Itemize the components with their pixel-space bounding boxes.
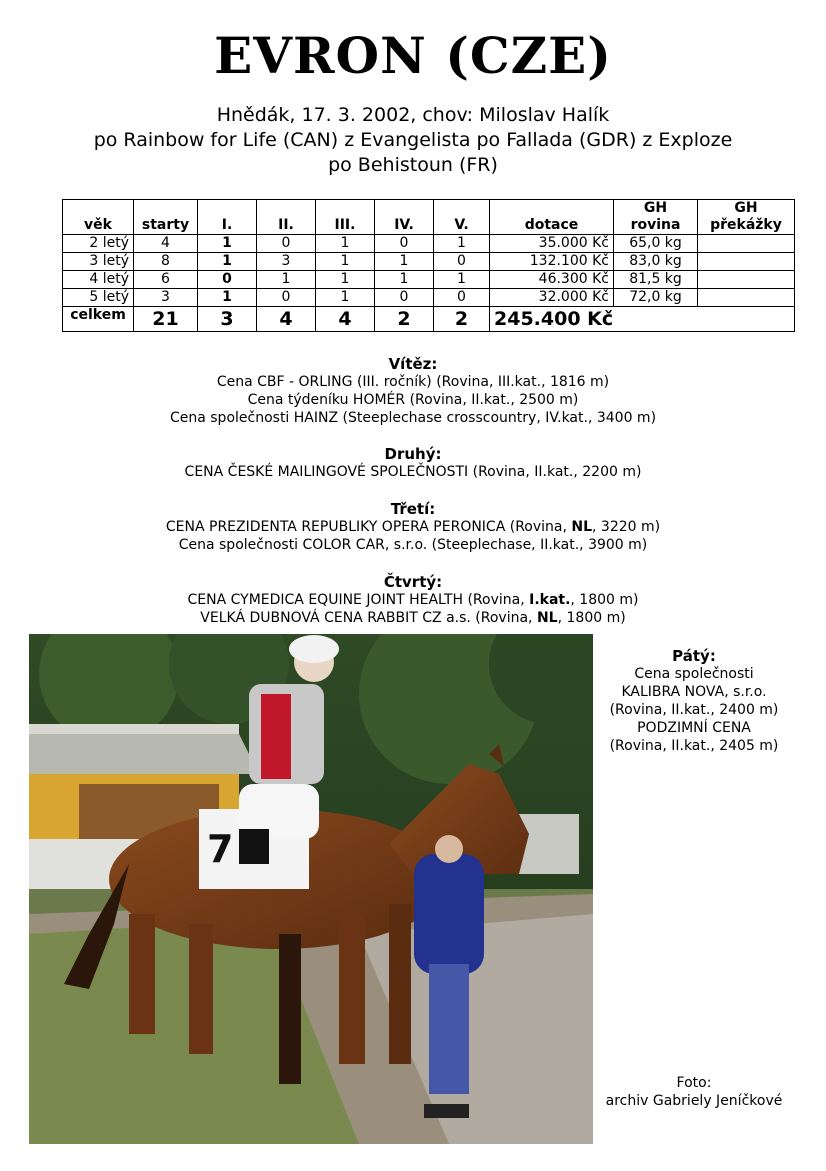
total-earnings: 245.400 Kč — [490, 307, 795, 332]
page-title: EVRON (CZE) — [214, 26, 612, 85]
table-cell: 1 — [434, 235, 490, 253]
table-cell — [698, 253, 795, 271]
table-cell: 81,5 kg — [614, 271, 698, 289]
table-cell: 1 — [375, 253, 434, 271]
col-header: dotace — [490, 200, 614, 235]
table-row — [63, 253, 795, 271]
col-header: starty — [134, 200, 198, 235]
saddle-cloth-number: 7 — [207, 827, 234, 871]
col-header: I. — [198, 200, 257, 235]
photo-credit-source: archiv Gabriely Jeníčkové — [605, 1093, 783, 1109]
table-cell: 3 — [257, 253, 316, 271]
table-cell: 1 — [434, 271, 490, 289]
col-header: III. — [316, 200, 375, 235]
photo-credit — [594, 1074, 794, 1110]
race-entry: CENA CYMEDICA EQUINE JOINT HEALTH (Rovina, I.kat., 1800 m) — [187, 592, 639, 608]
results-table — [62, 199, 795, 332]
section-heading: Čtvrtý: — [383, 573, 443, 591]
table-cell: 6 — [134, 271, 198, 289]
table-cell: 65,0 kg — [614, 235, 698, 253]
race-entry: VELKÁ DUBNOVÁ CENA RABBIT CZ a.s. (Rovina, NL, 1800 m) — [200, 610, 626, 626]
table-cell: 2 letý — [63, 235, 134, 253]
col-header: GH rovina — [614, 200, 698, 235]
total-cell: 4 — [316, 307, 375, 332]
section-heading: Vítěz: — [388, 355, 438, 373]
table-cell: 1 — [257, 271, 316, 289]
section-fourth — [0, 573, 826, 627]
table-cell: 1 — [198, 253, 257, 271]
table-cell: 0 — [198, 271, 257, 289]
table-cell: 1 — [316, 289, 375, 307]
table-cell: 132.100 Kč — [490, 253, 614, 271]
table-row — [63, 289, 795, 307]
col-header: V. — [434, 200, 490, 235]
pedigree-line-2: po Behistoun (FR) — [328, 154, 498, 176]
total-row — [63, 307, 795, 332]
table-cell: 0 — [375, 289, 434, 307]
race-entry: CENA ČESKÉ MAILINGOVÉ SPOLEČNOSTI (Rovina, II.kat., 2200 m) — [184, 464, 642, 480]
race-entry-line: (Rovina, II.kat., 2405 m) — [609, 738, 779, 754]
race-entry-line: KALIBRA NOVA, s.r.o. — [621, 684, 767, 700]
col-header: věk — [63, 200, 134, 235]
horse-photo — [29, 634, 593, 1144]
race-entry-line: (Rovina, II.kat., 2400 m) — [609, 702, 779, 718]
race-entry: CENA PREZIDENTA REPUBLIKY OPERA PERONICA (Rovina, NL, 3220 m) — [165, 519, 661, 535]
table-cell: 1 — [375, 271, 434, 289]
table-cell: 0 — [434, 289, 490, 307]
table-cell: 5 letý — [63, 289, 134, 307]
race-entry-line: Cena společnosti — [634, 666, 754, 682]
table-cell: 4 letý — [63, 271, 134, 289]
table-cell — [698, 271, 795, 289]
pedigree-line: po Rainbow for Life (CAN) z Evangelista po Fallada (GDR) z Exploze — [93, 129, 733, 151]
table-cell: 3 letý — [63, 253, 134, 271]
table-cell: 0 — [375, 235, 434, 253]
section-heading: Druhý: — [384, 445, 442, 463]
table-header-row — [63, 200, 795, 235]
table-cell — [698, 235, 795, 253]
table-cell: 46.300 Kč — [490, 271, 614, 289]
table-cell: 8 — [134, 253, 198, 271]
race-entry-line: PODZIMNÍ CENA — [637, 720, 751, 736]
section-heading: Třetí: — [390, 500, 436, 518]
table-cell: 32.000 Kč — [490, 289, 614, 307]
table-row — [63, 235, 795, 253]
col-header: II. — [257, 200, 316, 235]
section-heading: Pátý: — [672, 647, 716, 665]
table-cell: 4 — [134, 235, 198, 253]
table-cell: 83,0 kg — [614, 253, 698, 271]
table-cell: 1 — [198, 289, 257, 307]
table-cell — [698, 289, 795, 307]
total-cell: 2 — [375, 307, 434, 332]
photo-credit-label: Foto: — [676, 1075, 712, 1091]
total-cell: 3 — [198, 307, 257, 332]
table-cell: 1 — [316, 271, 375, 289]
race-entry: Cena společnosti COLOR CAR, s.r.o. (Steeplechase, II.kat., 3900 m) — [178, 537, 648, 553]
total-cell: 21 — [134, 307, 198, 332]
table-cell: 1 — [316, 253, 375, 271]
table-cell: 1 — [198, 235, 257, 253]
section-second — [0, 445, 826, 481]
section-fifth — [594, 647, 794, 755]
total-label: celkem — [63, 307, 134, 332]
table-cell: 1 — [316, 235, 375, 253]
total-cell: 4 — [257, 307, 316, 332]
race-entry: Cena CBF - ORLING (III. ročník) (Rovina, III.kat., 1816 m) — [216, 374, 610, 390]
race-entry: Cena týdeníku HOMÉR (Rovina, II.kat., 2500 m) — [247, 392, 579, 408]
col-header: IV. — [375, 200, 434, 235]
table-row — [63, 271, 795, 289]
table-cell: 72,0 kg — [614, 289, 698, 307]
table-cell: 35.000 Kč — [490, 235, 614, 253]
total-cell: 2 — [434, 307, 490, 332]
table-cell: 3 — [134, 289, 198, 307]
section-winner — [0, 355, 826, 427]
table-cell: 0 — [257, 235, 316, 253]
col-header: GH překážky — [698, 200, 795, 235]
horse-info: Hnědák, 17. 3. 2002, chov: Miloslav Halík — [216, 104, 610, 126]
section-third — [0, 500, 826, 554]
race-entry: Cena společnosti HAINZ (Steeplechase crosscountry, IV.kat., 3400 m) — [169, 410, 657, 426]
table-cell: 0 — [434, 253, 490, 271]
table-cell: 0 — [257, 289, 316, 307]
